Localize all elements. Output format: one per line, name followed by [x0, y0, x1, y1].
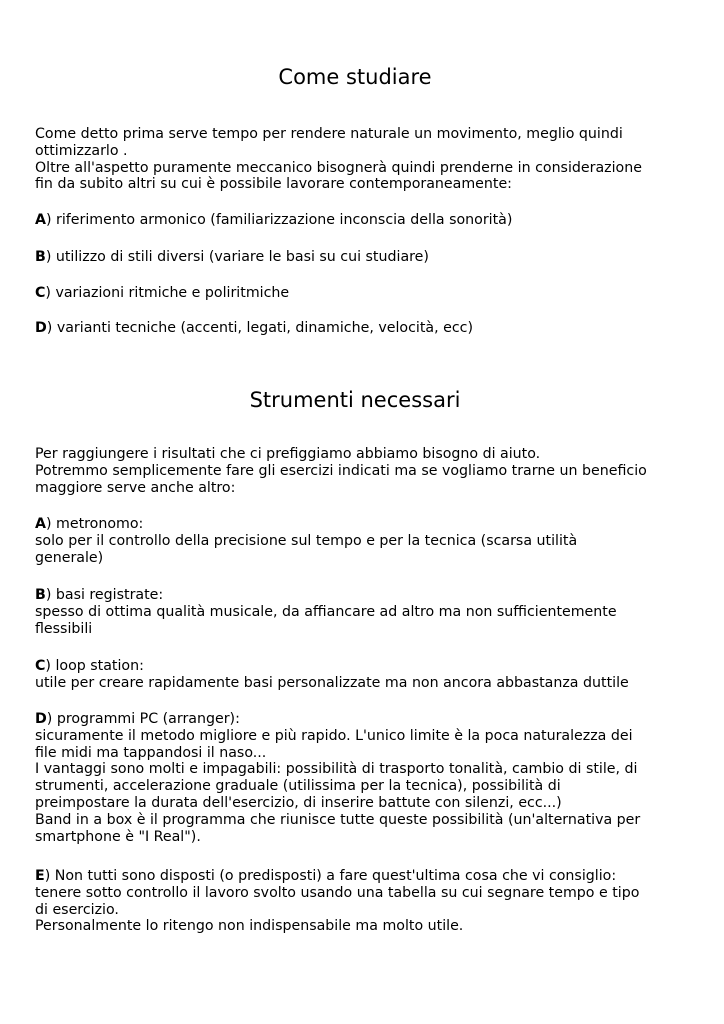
item-text: ) programmi PC (arranger):	[46, 711, 240, 727]
item-text: ) utilizzo di stili diversi (variare le basi su cui studiare)	[45, 249, 429, 265]
paragraph-line: Band in a box è il programma che riunisce tutte queste possibilità (un'alternativa per	[35, 811, 641, 828]
item-text: ) basi registrate:	[45, 587, 164, 603]
tool-item-d	[35, 711, 675, 845]
item-letter: D	[35, 711, 47, 727]
section-title-strumenti-necessari: Strumenti necessari	[249, 388, 461, 412]
section-title-come-studiare: Come studiare	[278, 65, 432, 89]
paragraph-line: file midi ma tappandosi il naso...	[35, 744, 267, 761]
paragraph-line: preimpostare la durata dell'esercizio, di inserire battute con silenzi, ecc...)	[35, 794, 562, 811]
item-letter: E	[35, 868, 45, 884]
paragraph-line: Potremmo semplicemente fare gli esercizi indicati ma se vogliamo trarne un beneficio	[35, 462, 647, 479]
paragraph-line: I vantaggi sono molti e impagabili: possibilità di trasporto tonalità, cambio di stile, di	[35, 761, 638, 778]
paragraph-line: di esercizio.	[35, 901, 119, 918]
intro-come-studiare	[35, 126, 675, 193]
list-item-a	[35, 212, 675, 229]
item-text: ) Non tutti sono disposti (o predisposti) a fare quest'ultima cosa che vi consiglio:	[44, 868, 617, 884]
paragraph-line: maggiore serve anche altro:	[35, 479, 236, 496]
list-item-c	[35, 285, 675, 302]
paragraph-line: smartphone è "I Real").	[35, 828, 201, 845]
paragraph-line: sicuramente il metodo migliore e più rapido. L'unico limite è la poca naturalezza dei	[35, 727, 633, 744]
paragraph-line: fin da subito altri su cui è possibile lavorare contemporaneamente:	[35, 176, 512, 193]
paragraph-line: solo per il controllo della precisione sul tempo e per la tecnica (scarsa utilità	[35, 532, 578, 549]
paragraph-line: tenere sotto controllo il lavoro svolto usando una tabella su cui segnare tempo e tipo	[35, 884, 640, 901]
list-item-d	[35, 320, 675, 337]
paragraph-line: Come detto prima serve tempo per rendere naturale un movimento, meglio quindi	[35, 126, 623, 142]
paragraph-line: generale)	[35, 549, 104, 566]
tool-item-b	[35, 587, 675, 637]
item-text: ) loop station:	[45, 658, 144, 674]
paragraph-line: ottimizzarlo .	[35, 142, 128, 159]
item-text: ) metronomo:	[45, 516, 144, 532]
paragraph-line: Oltre all'aspetto puramente meccanico bisognerà quindi prenderne in considerazione	[35, 159, 642, 176]
item-letter: B	[35, 587, 46, 603]
item-text: ) riferimento armonico (familiarizzazione inconscia della sonorità)	[45, 212, 513, 228]
item-letter: B	[35, 249, 46, 265]
tool-item-e	[35, 868, 675, 935]
item-text: ) variazioni ritmiche e poliritmiche	[45, 285, 290, 301]
item-text: ) varianti tecniche (accenti, legati, dinamiche, velocità, ecc)	[46, 320, 473, 336]
paragraph-line: spesso di ottima qualità musicale, da affiancare ad altro ma non sufficientemente	[35, 603, 617, 620]
item-letter: C	[35, 658, 46, 674]
item-letter: D	[35, 320, 47, 336]
paragraph-line: Personalmente lo ritengo non indispensabile ma molto utile.	[35, 918, 464, 935]
item-letter: C	[35, 285, 46, 301]
tool-item-c	[35, 658, 675, 692]
tool-item-a	[35, 516, 675, 566]
item-letter: A	[35, 212, 46, 228]
intro-strumenti-necessari	[35, 446, 675, 496]
paragraph-line: flessibili	[35, 620, 93, 637]
list-item-b	[35, 249, 675, 266]
paragraph-line: utile per creare rapidamente basi personalizzate ma non ancora abbastanza duttile	[35, 674, 629, 691]
paragraph-line: Per raggiungere i risultati che ci prefiggiamo abbiamo bisogno di aiuto.	[35, 446, 541, 462]
paragraph-line: strumenti, accelerazione graduale (utilissima per la tecnica), possibilità di	[35, 778, 561, 795]
item-letter: A	[35, 516, 46, 532]
